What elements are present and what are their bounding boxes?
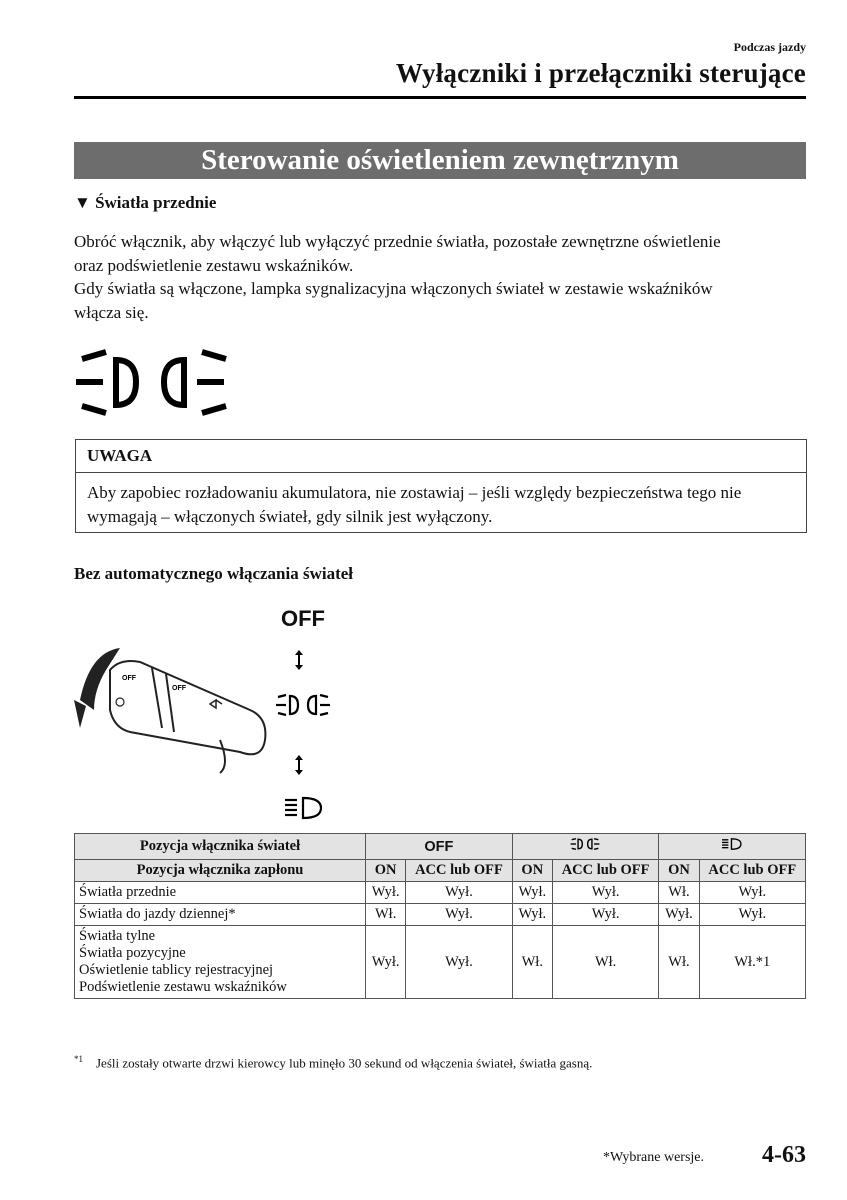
footnote-marker: *1 [74, 1054, 83, 1064]
table-cell: Wył. [406, 926, 512, 999]
table-header-row [75, 834, 806, 860]
table-header-cell: ON [366, 860, 406, 882]
body-paragraph-1: Obróć włącznik, aby włączyć lub wyłączyć przednie światła, pozostałe zewnętrzne oświetlenie oraz podświetlenie zestawu wskaźników. [74, 232, 721, 275]
subheading: ▼ Światła przednie [74, 193, 217, 212]
light-switch-stalk-illustration [70, 640, 270, 775]
row-label: Światła przednie [75, 882, 366, 904]
lighting-table [74, 833, 806, 999]
table-row [75, 904, 806, 926]
row-label-line: Światła pozycyjne [79, 945, 186, 961]
section-label: Podczas jazdy [733, 40, 806, 54]
table-row [75, 882, 806, 904]
table-cell: Wł. [552, 926, 658, 999]
table-cell: Wył. [512, 882, 552, 904]
table-cell: Wył. [366, 926, 406, 999]
table-cell: Wł. [659, 926, 699, 999]
up-down-arrow-icon [292, 648, 306, 672]
table-cell: Wł.*1 [699, 926, 805, 999]
off-position-label: OFF [281, 606, 325, 631]
page-number: 4-63 [762, 1142, 806, 1168]
stalk-off-text: OFF [122, 675, 136, 682]
table-cell: Wył. [512, 904, 552, 926]
table-header-row [75, 860, 806, 882]
title-rule [74, 96, 806, 99]
table-header-icon-cell [659, 834, 806, 860]
page-title: Wyłączniki i przełączniki sterujące [395, 58, 806, 88]
table-cell: Wł. [659, 882, 699, 904]
footnote-text: Jeśli zostały otwarte drzwi kierowcy lub minęło 30 sekund od włączenia świateł, światła gasną. [96, 1055, 593, 1071]
row-label-line: Światła tylne [79, 928, 156, 944]
parking-light-icon [570, 836, 600, 852]
body-paragraph-2: Gdy światła są włączone, lampka sygnalizacyjna włączonych świateł w zestawie wskaźników włącza się. [74, 279, 713, 322]
table-cell: Wył. [699, 904, 805, 926]
table-cell: Wł. [512, 926, 552, 999]
warning-note [75, 439, 807, 533]
table-cell: Wył. [406, 882, 512, 904]
table-header-cell: ON [512, 860, 552, 882]
low-beam-icon [283, 795, 325, 821]
optional-equipment-note: *Wybrane wersje. [603, 1150, 705, 1165]
low-beam-icon [721, 837, 743, 851]
table-header-cell: Pozycja włącznika zapłonu [75, 860, 366, 882]
footnote [74, 1054, 592, 1071]
table-header-cell: ON [659, 860, 699, 882]
table-header-cell: Pozycja włącznika świateł [75, 834, 366, 860]
table-cell: Wył. [659, 904, 699, 926]
up-down-arrow-icon [292, 753, 306, 777]
section-title: Sterowanie oświetleniem zewnętrznym [74, 142, 806, 179]
table-cell: Wył. [366, 882, 406, 904]
note-text: Aby zapobiec rozładowaniu akumulatora, nie zostawiaj – jeśli względy bezpieczeństwa tego nie wymagają – włączonych świateł, gdy silnik jest wyłączony. [87, 483, 742, 526]
table-header-cell: ACC lub OFF [699, 860, 805, 882]
table-header-cell: ACC lub OFF [552, 860, 658, 882]
table-header-cell: ACC lub OFF [406, 860, 512, 882]
manual-lights-heading: Bez automatycznego włączania świateł [74, 564, 354, 583]
table-header-cell: OFF [366, 834, 513, 860]
table-cell: Wł. [366, 904, 406, 926]
row-label [75, 926, 366, 999]
table-cell: Wył. [699, 882, 805, 904]
row-label-line: Podświetlenie zestawu wskaźników [79, 979, 287, 995]
table-cell: Wył. [406, 904, 512, 926]
parking-light-icon [275, 690, 331, 720]
body-text [74, 230, 754, 324]
note-heading: UWAGA [76, 440, 806, 473]
row-label-line: Oświetlenie tablicy rejestracyjnej [79, 962, 274, 978]
table-row [75, 926, 806, 999]
table-cell: Wył. [552, 904, 658, 926]
table-header-icon-cell [512, 834, 659, 860]
row-label: Światła do jazdy dziennej* [75, 904, 366, 926]
table-cell: Wył. [552, 882, 658, 904]
stalk-off-text-2: OFF [172, 685, 186, 692]
headlight-indicator-icon [74, 345, 234, 420]
